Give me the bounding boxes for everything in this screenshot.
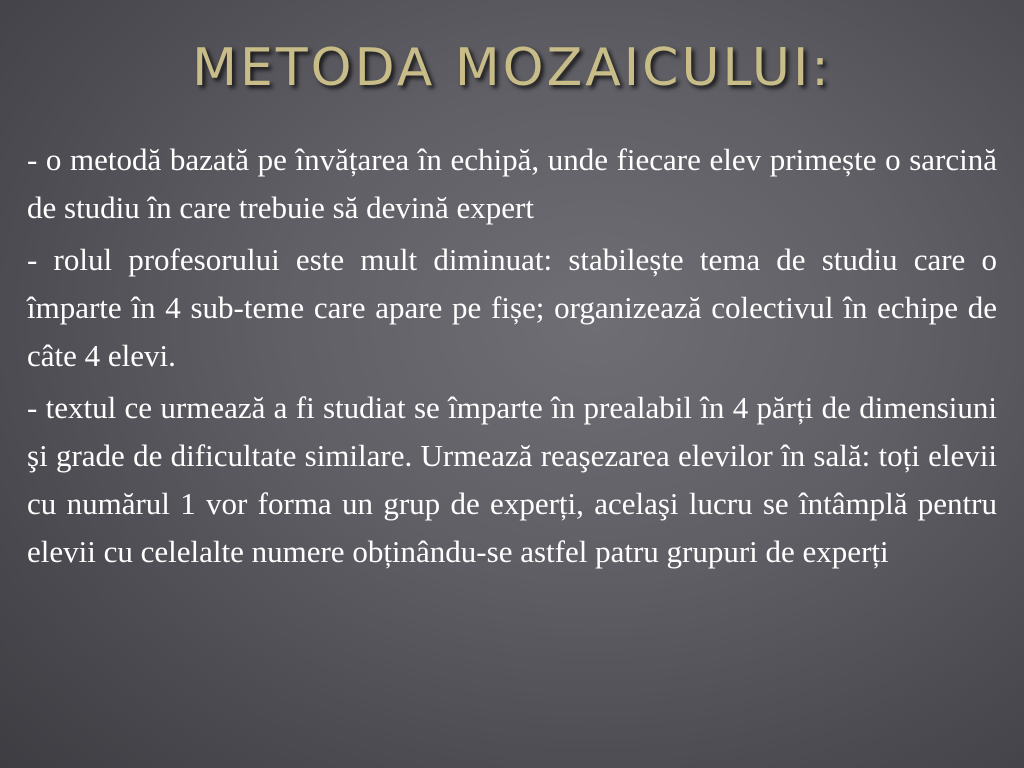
paragraph-definition: - o metodă bazată pe învățarea în echipă, unde fiecare elev primește o sarcină de studiu în care trebuie să devină expert — [27, 142, 997, 225]
slide-body — [27, 136, 997, 580]
paragraph-text-division: - textul ce urmează a fi studiat se împarte în prealabil în 4 părți de dimensiuni şi grade de dificultate similare. Urmează reaşezarea elevilor în sală: toți elevii cu numărul 1 vor forma un grup de experți, acelaşi lucru se întâmplă pentru elevii cu celelalte numere obținându-se astfel patru grupuri de experți — [27, 390, 997, 569]
paragraph-teacher-role: - rolul profesorului este mult diminuat: stabilește tema de studiu care o împarte în 4 sub-teme care apare pe fișe; organizează colectivul în echipe de câte 4 elevi. — [27, 242, 997, 373]
slide-title: METODA MOZAICULUI: — [192, 38, 832, 98]
